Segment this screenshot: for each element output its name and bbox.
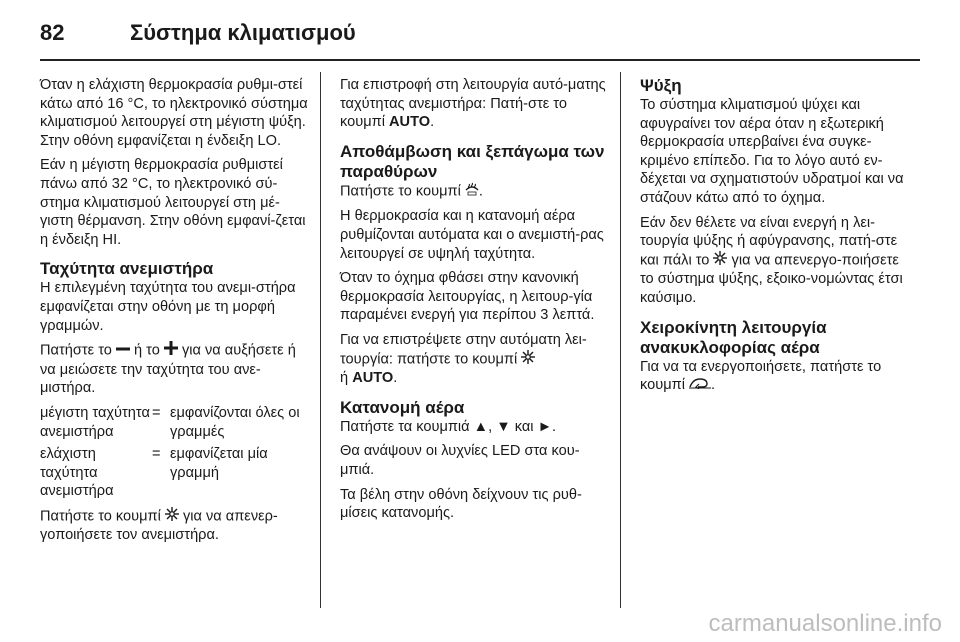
paragraph: Θα ανάψουν οι λυχνίες LED στα κου-μπιά. (340, 443, 580, 478)
minus-icon (116, 342, 130, 361)
definition-table (40, 404, 312, 501)
column-3 (640, 76, 912, 401)
column-2 (340, 76, 612, 529)
page-header (40, 10, 920, 58)
paragraph: Εάν η μέγιστη θερμοκρασία ρυθμιστεί πάνω από 32 °C, το ηλεκτρονικό σύ-στημα κλιματισμού λειτουργεί στη μέ-γιστη θέρμανση. Στην οθόνη εμφανί-ζεται η ένδειξη HI. (40, 157, 306, 248)
heading-recirculation: Χειροκίνητη λειτουργία ανακυκλοφορίας αέρα (640, 317, 827, 357)
page-number: 82 (40, 20, 65, 45)
fan-snowflake-icon (713, 251, 727, 271)
paragraph: Όταν το όχημα φθάσει στην κανονική θερμοκρασία λειτουργίας, η λειτουρ-γία παραμένει ενεργή για περίπου 3 λεπτά. (340, 270, 595, 324)
column-divider (320, 72, 321, 608)
fan-snowflake-icon (165, 507, 179, 527)
auto-label: AUTO (389, 114, 431, 131)
column-1 (40, 76, 312, 551)
paragraph: Το σύστημα κλιματισμού ψύχει και αφυγραίνει τον αέρα όταν η εξωτερική θερμοκρασία υπερβαίνει ένα συγκε-κριμένο επίπεδο. Για το λόγο αυτό εν-δέχεται να σχηματιστούν υδρατμοί και να στάζουν κάτω από το όχημα. (640, 97, 904, 206)
definition-row: ελάχιστη ταχύτητα ανεμιστήρα = εμφανίζεται μία γραμμή (40, 446, 268, 500)
heading-fan-speed: Ταχύτητα ανεμιστήρα (40, 259, 214, 279)
auto-label: AUTO (352, 370, 394, 387)
header-rule (40, 59, 920, 61)
heading-defrost: Αποθάμβωση και ξεπάγωμα των παραθύρων (340, 141, 605, 181)
paragraph: Για επιστροφή στη λειτουργία αυτό-ματης ταχύτητας ανεμιστήρα: Πατή-στε το κουμπί AUTO. (340, 77, 606, 131)
heading-air-distribution: Κατανομή αέρα (340, 397, 465, 417)
paragraph: Για να τα ενεργοποιήσετε, πατήστε το κουμπί . (640, 358, 882, 394)
page-title: Σύστημα κλιματισμού (130, 20, 356, 45)
paragraph: Πατήστε τα κουμπιά ▲, ▼ και ►. (340, 418, 557, 435)
paragraph: Η επιλεγμένη ταχύτητα του ανεμι-στήρα εμφανίζεται στην οθόνη με τη μορφή γραμμών. (40, 280, 296, 334)
air-recirculation-icon (689, 376, 711, 395)
paragraph: Όταν η ελάχιστη θερμοκρασία ρυθμι-στεί κάτω από 16 °C, το ηλεκτρονικό σύστημα κλιματισμού λειτουργεί στη μέγιστη ψύξη. Στην οθόνη εμφανίζεται η ένδειξη LO. (40, 77, 308, 149)
plus-icon (164, 341, 178, 361)
column-divider (620, 72, 621, 608)
paragraph: Η θερμοκρασία και η κατανομή αέρα ρυθμίζονται αυτόματα και ο ανεμιστή-ρας λειτουργεί σε υψηλή ταχύτητα. (340, 208, 604, 262)
paragraph: Τα βέλη στην οθόνη δείχνουν τις ρυθ-μίσεις κατανομής. (340, 486, 582, 522)
paragraph: Πατήστε το κουμπί για να απενερ-γοποιήσετε τον ανεμιστήρα. (40, 508, 278, 544)
fan-snowflake-icon (521, 350, 535, 370)
heading-cooling: Ψύξη (640, 76, 682, 95)
paragraph: Πατήστε το κουμπί . (340, 183, 483, 200)
paragraph: Πατήστε το ή το για να αυξήσετε ή να μειώσετε την ταχύτητα του ανε-μιστήρα. (40, 342, 296, 397)
watermark: carmanualsonline.info (708, 610, 942, 637)
definition-row: μέγιστη ταχύτητα ανεμιστήρα = εμφανίζονται όλες οι γραμμές (40, 404, 300, 440)
paragraph: Για να επιστρέψετε στην αυτόματη λει-τουργία: πατήστε το κουμπί ή AUTO. (340, 331, 587, 387)
windshield-defrost-max-icon (465, 182, 479, 202)
paragraph: Εάν δεν θέλετε να είναι ενεργή η λει-τουργία ψύξης ή αφύγρανσης, πατή-στε και πάλι το για να απενεργο-ποιήσετε το σύστημα ψύξης, εξοικο-νομώντας έτσι καύσιμο. (640, 214, 903, 306)
